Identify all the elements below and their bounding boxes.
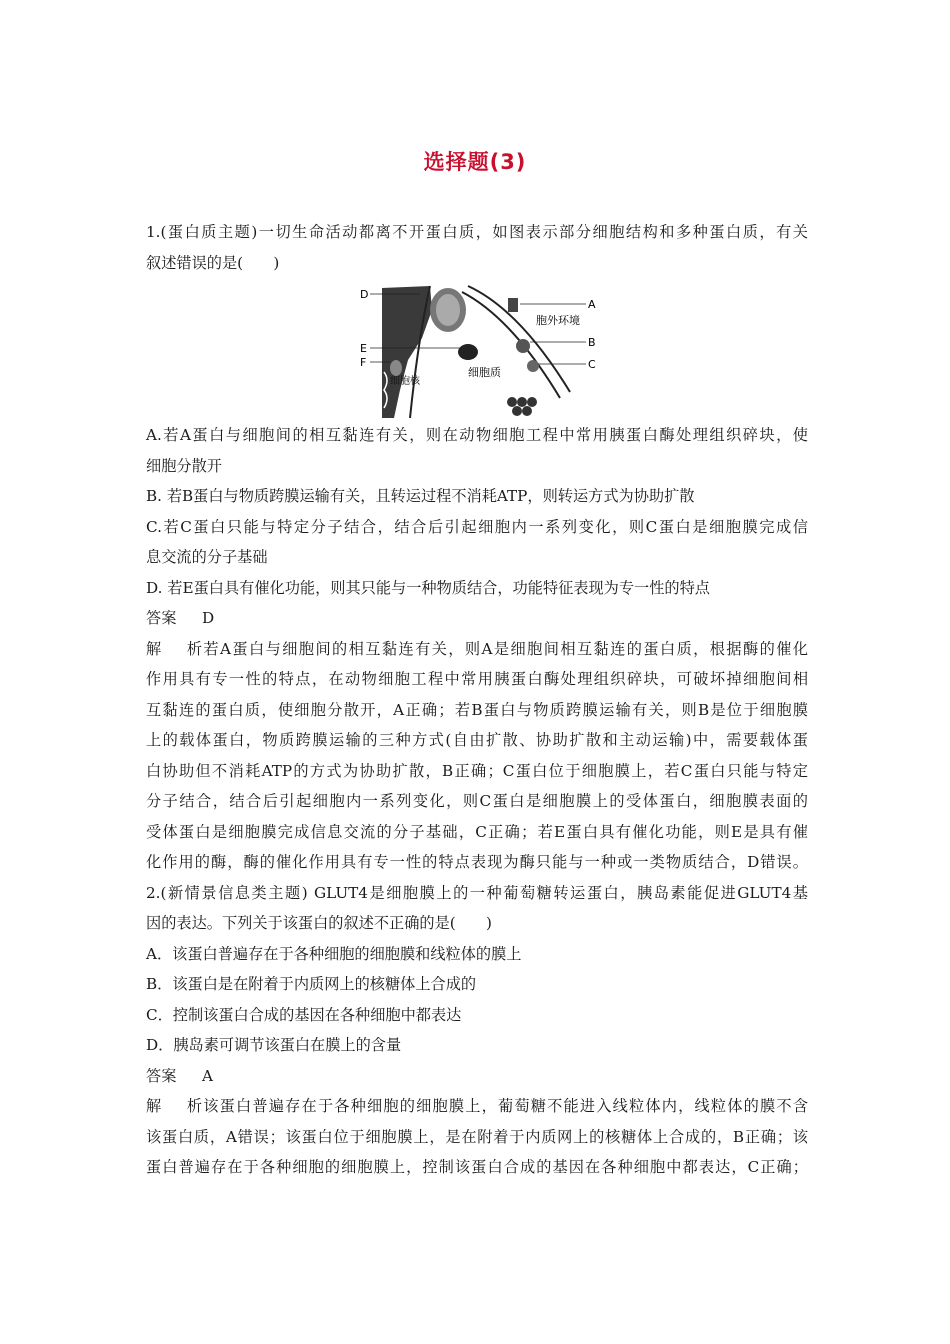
page-title: 选择题(3) bbox=[423, 150, 527, 174]
label-b: B bbox=[588, 336, 596, 349]
q2-answer-value: A bbox=[202, 1066, 213, 1085]
label-f: F bbox=[360, 356, 367, 369]
q2-analysis-line-1 bbox=[146, 1091, 808, 1122]
q2-analysis-label: 解析 bbox=[146, 1097, 202, 1115]
q1-option-c-line-2: 息交流的分子基础 bbox=[146, 548, 268, 566]
protein-c bbox=[527, 360, 539, 372]
protein-b bbox=[516, 339, 530, 353]
protein-f bbox=[390, 360, 402, 376]
q1-analysis-line-3: 互黏连的蛋白质，使细胞分散开，A正确；若B蛋白与物质跨膜运输有关，则B是位于细胞膜 bbox=[146, 700, 808, 719]
label-a: A bbox=[588, 298, 596, 311]
q1-analysis-line-6: 分子结合，结合后引起细胞内一系列变化，则C蛋白是细胞膜上的受体蛋白，细胞膜表面的 bbox=[146, 792, 808, 810]
q1-option-d: D. 若E蛋白具有催化功能，则其只能与一种物质结合，功能特征表现为专一性的特点 bbox=[146, 578, 710, 597]
protein-e bbox=[458, 344, 478, 360]
q1-analysis-line-2: 作用具有专一性的特点，在动物细胞工程中常用胰蛋白酶处理组织碎块，可破坏掉细胞间相 bbox=[146, 670, 808, 688]
q1-stem-line-1: 1.(蛋白质主题)一切生命活动都离不开蛋白质，如图表示部分细胞结构和多种蛋白质，有关 bbox=[146, 223, 808, 241]
q1-stem-line-2: 叙述错误的是( ) bbox=[146, 253, 280, 272]
q2-analysis-line-2: 该蛋白质，A错误；该蛋白位于细胞膜上，是在附着于内质网上的核糖体上合成的，B正确；该 bbox=[146, 1127, 808, 1146]
q1-analysis-line-8: 化作用的酶，酶的催化作用具有专一性的特点表现为酶只能与一种或一类物质结合，D错误。 bbox=[146, 853, 808, 871]
q1-analysis-label: 解析 bbox=[146, 639, 202, 658]
q1-analysis-line-1 bbox=[146, 634, 808, 665]
q2-option-b: B．该蛋白是在附着于内质网上的核糖体上合成的 bbox=[146, 975, 477, 993]
q1-answer bbox=[146, 603, 808, 634]
q1-option-b: B. 若B蛋白与物质跨膜运输有关，且转运过程不消耗ATP，则转运方式为协助扩散 bbox=[146, 487, 695, 505]
cell-structure-figure bbox=[360, 280, 600, 418]
label-c: C bbox=[588, 358, 596, 371]
q2-stem-line-1: 2.(新情景信息类主题) GLUT4是细胞膜上的一种葡萄糖转运蛋白，胰岛素能促进GLUT4基 bbox=[146, 883, 808, 902]
q1-option-a-line-2: 细胞分散开 bbox=[146, 456, 222, 475]
q1-option-a-line-1: A.若A蛋白与细胞间的相互黏连有关，则在动物细胞工程中常用胰蛋白酶处理组织碎块，使 bbox=[146, 426, 808, 444]
q1-option-c-line-1: C.若C蛋白只能与特定分子结合，结合后引起细胞内一系列变化，则C蛋白是细胞膜完成信 bbox=[146, 517, 808, 536]
label-e: E bbox=[360, 342, 367, 355]
q2-option-a: A．该蛋白普遍存在于各种细胞的细胞膜和线粒体的膜上 bbox=[146, 944, 522, 963]
q1-answer-value: D bbox=[202, 609, 215, 627]
document-body bbox=[146, 217, 808, 1183]
q1-analysis-line-4: 上的载体蛋白，物质跨膜运输的三种方式(自由扩散、协助扩散和主动运输)中，需要载体蛋 bbox=[146, 731, 808, 749]
label-nucleus: 细胞核 bbox=[390, 376, 420, 387]
q2-option-c: C．控制该蛋白合成的基因在各种细胞中都表达 bbox=[146, 1005, 462, 1024]
q2-analysis-text-1: 该蛋白普遍存在于各种细胞的细胞膜上，葡萄糖不能进入线粒体内，线粒体的膜不含 bbox=[202, 1097, 808, 1115]
label-cytoplasm: 细胞质 bbox=[468, 366, 501, 379]
nucleus-region bbox=[382, 286, 432, 418]
q2-stem-line-2: 因的表达。下列关于该蛋白的叙述不正确的是( ) bbox=[146, 914, 492, 932]
q1-analysis-line-7: 受体蛋白是细胞膜完成信息交流的分子基础，C正确；若E蛋白具有催化功能，则E是具有催 bbox=[146, 822, 808, 841]
q2-option-d: D．胰岛素可调节该蛋白在膜上的含量 bbox=[146, 1036, 402, 1054]
q2-answer-label: 答案 bbox=[146, 1066, 177, 1085]
q1-analysis-text-1: 若A蛋白与细胞间的相互黏连有关，则A是细胞间相互黏连的蛋白质，根据酶的催化 bbox=[202, 639, 808, 658]
q1-analysis-line-5: 白协助但不消耗ATP的方式为协助扩散，B正确；C蛋白位于细胞膜上，若C蛋白只能与特定 bbox=[146, 761, 808, 780]
label-outer-env: 胞外环境 bbox=[536, 314, 580, 327]
q2-answer bbox=[146, 1061, 808, 1092]
q1-answer-label: 答案 bbox=[146, 609, 177, 627]
label-d: D bbox=[360, 288, 369, 301]
granules bbox=[507, 397, 537, 416]
protein-a bbox=[508, 298, 518, 312]
q2-analysis-line-3: 蛋白普遍存在于各种细胞的细胞膜上，控制该蛋白合成的基因在各种细胞中都表达，C正确； bbox=[146, 1158, 808, 1176]
